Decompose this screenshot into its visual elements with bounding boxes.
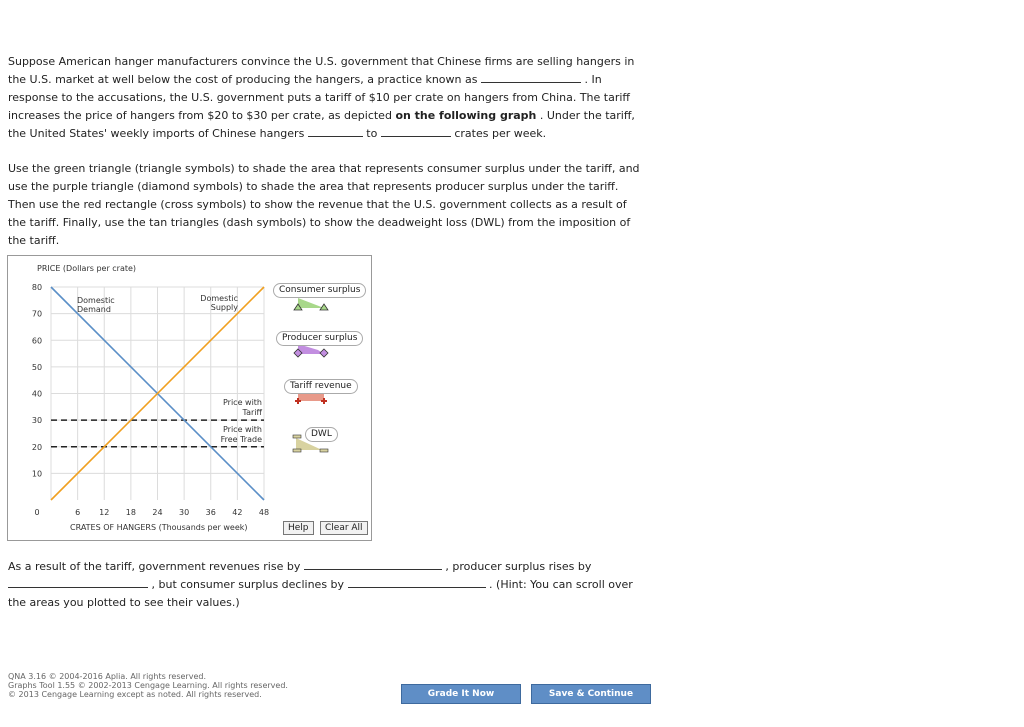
grade-it-now-button[interactable]: Grade It Now (401, 684, 521, 704)
answer-blank-gov-revenue[interactable] (304, 558, 442, 570)
x-tick-label: 24 (152, 508, 163, 517)
question-text: . In response to the accusations, the U.S. government puts a tariff of $10 per crate on hangers from China. The tariff increases the price of hangers from $20 to $30 per crate, as depicted (8, 73, 630, 122)
diamond-symbol-icon (320, 349, 328, 357)
answer-blank-producer-surplus[interactable] (8, 576, 148, 588)
price-line-label: Tariff (242, 408, 262, 418)
question-text: , but consumer surplus declines by (151, 578, 345, 591)
answer-blank-practice[interactable] (481, 71, 581, 83)
question-paragraph-1 (8, 53, 648, 143)
x-tick-label: 48 (258, 508, 270, 517)
price-line-label: Price with (222, 398, 262, 408)
x-axis-label: CRATES OF HANGERS (Thousands per week) (70, 523, 248, 532)
answer-blank-imports-from[interactable] (308, 125, 363, 137)
consumer-surplus-label: Consumer surplus (273, 283, 366, 298)
supply-label: Supply (210, 303, 238, 312)
help-button[interactable]: Help (283, 521, 314, 535)
copyright-footer (8, 672, 288, 699)
y-tick-label: 30 (31, 416, 43, 426)
y-tick-label: 40 (31, 389, 43, 399)
y-tick-label: 10 (31, 469, 43, 479)
price-line-label: Price with (222, 424, 262, 434)
origin-label: 0 (34, 508, 40, 517)
question-bold-text: on the following graph (395, 109, 537, 122)
save-continue-button[interactable]: Save & Continue (531, 684, 651, 704)
x-tick-label: 12 (99, 508, 110, 517)
y-tick-label: 80 (31, 283, 43, 292)
answer-blank-imports-to[interactable] (381, 125, 451, 137)
question-text: Suppose American hanger manufacturers convince the U.S. government that Chinese firms are selling hangers in the U.S. market at well below the cost of producing the hangers, a practice known as (8, 55, 635, 86)
tariff-revenue-swatch (298, 393, 324, 401)
y-tick-label: 50 (31, 362, 43, 372)
dash-symbol-icon (293, 449, 301, 452)
footer-line: © 2013 Cengage Learning except as noted. All rights reserved. (8, 690, 262, 699)
clear-all-button[interactable]: Clear All (320, 521, 368, 535)
footer-line: QNA 3.16 © 2004-2016 Aplia. All rights reserved. (8, 672, 206, 681)
question-paragraph-3 (8, 558, 648, 612)
x-tick-label: 6 (75, 508, 81, 517)
question-paragraph-2: Use the green triangle (triangle symbols) to shade the area that represents consumer surplus under the tariff, and use the purple triangle (diamond symbols) to shade the area that represents producer surplus under the tariff. Then use the red rectangle (cross symbols) to show the revenue that the U.S. government collects as a result of the tariff. Finally, use the tan triangles (dash symbols) to show the deadweight loss (DWL) from the imposition of the tariff. (8, 162, 640, 247)
price-line-label: Free Trade (220, 434, 262, 444)
dwl-label: DWL (305, 427, 338, 442)
question-text: As a result of the tariff, government revenues rise by (8, 560, 301, 573)
question-text: . (Hint: You can scroll over the areas you plotted to see their values.) (8, 578, 633, 609)
tariff-revenue-label: Tariff revenue (284, 379, 358, 394)
question-text: crates per week. (454, 127, 547, 140)
x-tick-label: 30 (179, 508, 190, 517)
supply-label: Domestic (200, 294, 238, 303)
y-tick-label: 20 (31, 442, 43, 452)
x-tick-label: 36 (205, 508, 216, 517)
demand-label: Demand (77, 305, 111, 314)
demand-label: Domestic (77, 296, 115, 305)
producer-surplus-label: Producer surplus (276, 331, 363, 346)
x-tick-label: 18 (125, 508, 136, 517)
dash-symbol-icon (320, 449, 328, 452)
question-text: . Under the tariff, the United States' weekly imports of Chinese hangers (8, 109, 635, 140)
y-tick-label: 60 (31, 336, 43, 346)
graph-panel (7, 255, 372, 541)
question-text: to (366, 127, 378, 140)
question-text: , producer surplus rises by (445, 560, 592, 573)
consumer-surplus-swatch (298, 298, 324, 308)
x-tick-label: 42 (232, 508, 243, 517)
footer-line: Graphs Tool 1.55 © 2002-2013 Cengage Learning. All rights reserved. (8, 681, 288, 690)
answer-blank-consumer-surplus[interactable] (348, 576, 486, 588)
dash-symbol-icon (293, 435, 301, 438)
y-axis-label: PRICE (Dollars per crate) (37, 264, 137, 273)
y-tick-label: 70 (31, 309, 43, 319)
surplus-graph[interactable] (8, 256, 371, 540)
